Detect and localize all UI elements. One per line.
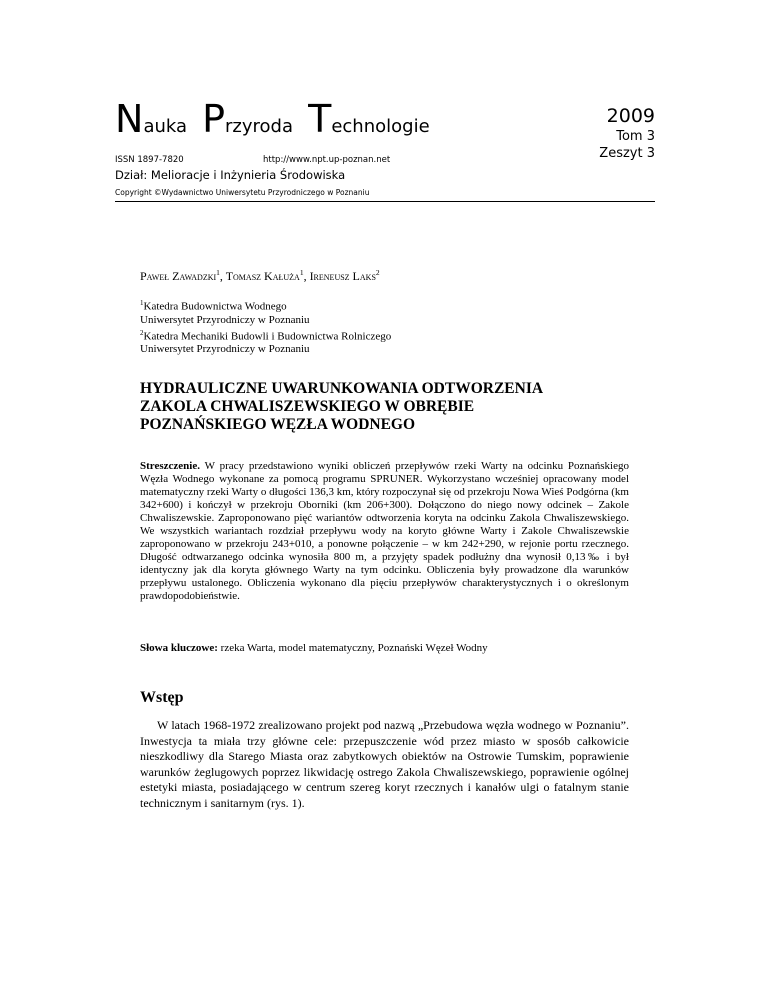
title-rest-przyroda: rzyroda — [225, 116, 294, 137]
title-initial-n: N — [115, 97, 144, 141]
title-rest-nauka: auka — [143, 116, 188, 137]
journal-header — [115, 97, 655, 210]
abstract — [140, 460, 629, 603]
keywords-text: rzeka Warta, model matematyczny, Poznański Węzeł Wodny — [220, 642, 488, 654]
author-name: Tomasz Kałuża — [225, 269, 300, 283]
affiliation-line — [140, 327, 391, 344]
affiliation-line: Uniwersytet Przyrodniczy w Poznaniu — [140, 343, 310, 356]
section-paragraph: W latach 1968-1972 zrealizowano projekt pod nazwą „Przebudowa węzła wodnego w Poznaniu”. Inwestycja ta miała trzy główne cele: przepuszczenie wód przez miasto w sposób całkowicie nieszkodliwy dla Starego Miasta oraz zabytkowych obiektów na Ostrowie Tumskim, poprawienie warunków żeglugowych poprzez likwidację ostrego Zakola Chwaliszewskiego, poprawienie ogólnej estetyki miasta, posiadającego w centrum szereg koryt rzecznych i kanałów ulgi o fatalnym stanie technicznym i sanitarnym (rys. 1). — [140, 718, 629, 810]
author-name: Ireneusz Laks — [309, 269, 376, 283]
affiliations — [140, 297, 391, 356]
division: Dział: Melioracje i Inżynieria Środowiska — [115, 168, 346, 182]
affiliation-line: Uniwersytet Przyrodniczy w Poznaniu — [140, 313, 310, 326]
author-name: Paweł Zawadzki — [140, 269, 217, 283]
title-line: ZAKOLA CHWALISZEWSKIEGO W OBRĘBIE — [140, 398, 475, 415]
author-affiliation-mark: 2 — [375, 268, 380, 277]
header-divider — [115, 201, 655, 202]
section-heading: Wstęp — [140, 689, 184, 706]
affiliation-mark: 1 — [140, 299, 144, 307]
journal-title — [115, 97, 430, 141]
keywords — [140, 642, 629, 654]
volume: Tom 3 — [616, 129, 655, 144]
affiliation-department: Katedra Mechaniki Budowli i Budownictwa Rolniczego — [143, 330, 392, 343]
affiliation-department: Katedra Budownictwa Wodnego — [143, 300, 287, 313]
keywords-label: Słowa kluczowe: — [140, 642, 218, 654]
issn: ISSN 1897-7820 — [115, 155, 184, 165]
copyright: Copyright ©Wydawnictwo Uniwersytetu Przyrodniczego w Poznaniu — [115, 188, 370, 197]
title-line: POZNAŃSKIEGO WĘZŁA WODNEGO — [140, 416, 416, 433]
abstract-text: W pracy przedstawiono wyniki obliczeń przepływów rzeki Warty na odcinku Poznańskiego Węzła Wodnego wykonane za pomocą programu SPRUNER. Wykorzystano wcześniej opracowany model matematyczny rzeki Warty o długości 136,3 km, który rozpoczynał się od przekroju Nowa Wieś Podgórna (km 342+600) i kończył w przekroju Oborniki (km 206+300). Dołączono do niego nowy odcinek – Zakole Chwaliszewskie. Zaproponowano pięć wariantów odtworzenia koryta na odcinku Zakola Chwaliszewskiego. We wszystkich wariantach rozdział przepływu wody na koryto główne Warty i Zakole Chwaliszewskie zaproponowano w przekroju 243+010, a ponowne połączenie – w km 242+290, w rejonie portu rzecznego. Długość odtwarzanego odcinka wynosiła 800 m, a przyjęty spadek podłużny dna wynosił 0,13‰ i był identyczny jak dla koryta głównego Warty na tym odcinku. Obliczenia były prowadzone dla warunków przepływu ustalonego. Obliczenia wykonano dla pięciu przepływów charakterystycznych i o określonym prawdopodobieństwie. — [140, 460, 629, 602]
title-initial-p: P — [202, 97, 226, 141]
title-rest-technologie: echnologie — [331, 116, 430, 137]
volume-block — [599, 104, 655, 162]
affiliation-mark: 2 — [140, 328, 144, 337]
issue: Zeszyt 3 — [599, 146, 655, 161]
abstract-label: Streszczenie. — [140, 460, 200, 472]
journal-url[interactable]: http://www.npt.up-poznan.net — [263, 155, 391, 165]
year: 2009 — [606, 105, 655, 127]
authors: Paweł Zawadzki$^1$, Tomasz Kałuża$^1$, Ireneusz Laks$^2$ — [140, 268, 380, 283]
author-affiliation-mark: 1 — [299, 268, 304, 277]
author-affiliation-mark: 1 — [216, 268, 220, 277]
affiliation-line — [140, 297, 391, 314]
title-line: HYDRAULICZNE UWARUNKOWANIA ODTWORZENIA — [140, 380, 544, 397]
title-initial-t: T — [308, 97, 332, 141]
paper-title — [140, 380, 640, 434]
